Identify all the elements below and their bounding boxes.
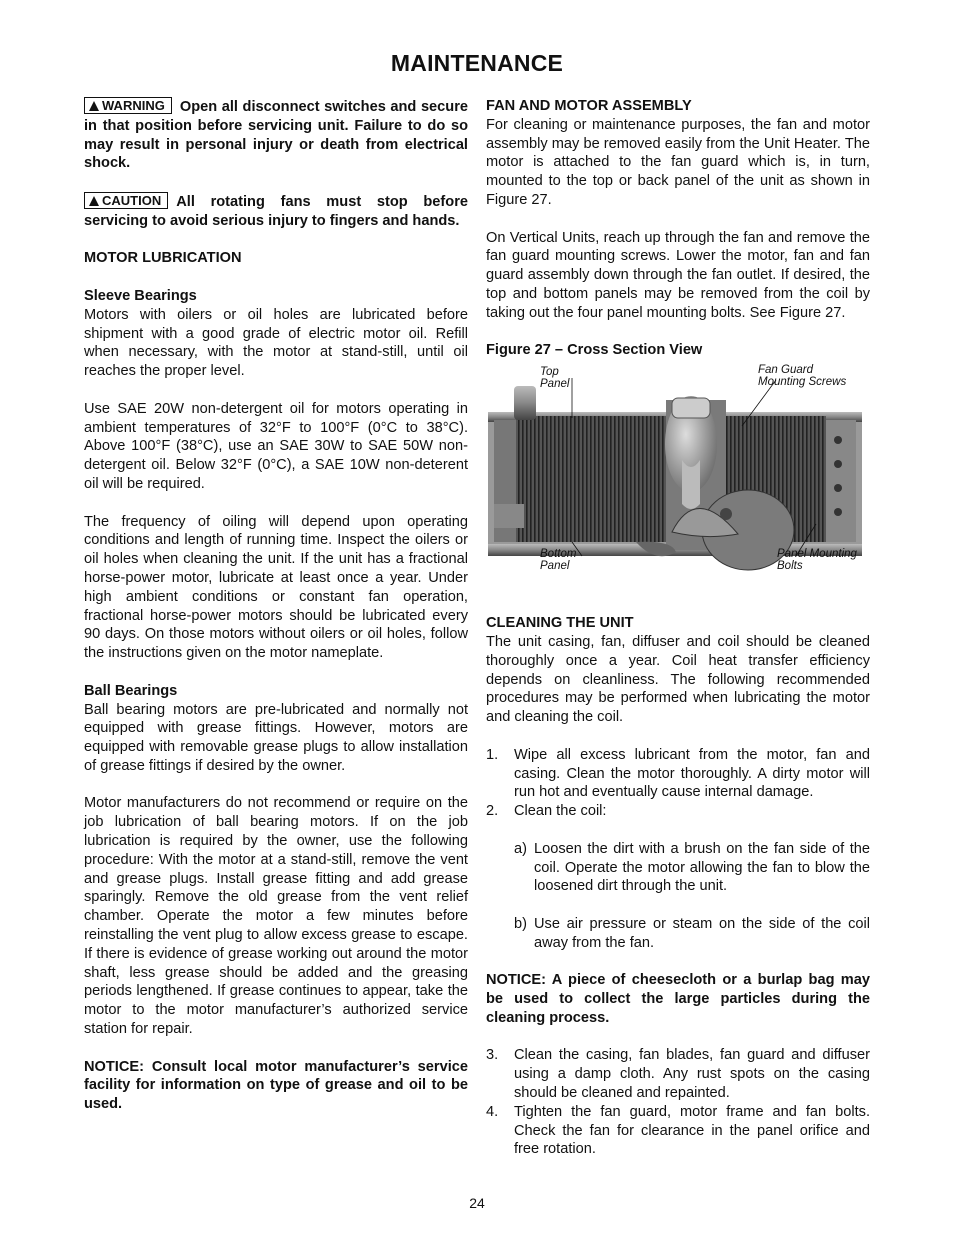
ball-paragraph-2: Motor manufacturers do not recommend or require on the job lubrication of ball bearing motors. If on the job lubrication is required by the owner, use the following procedure: With the motor at a stand-still, remove the vent and grease plugs. Install grease fitting and add grease sparingly. Remove the old grease from the vent relief chamber. Operate the motor a few minutes before reinstalling the vent plug to allow excess grease to escape. If there is evidence of grease working out around the motor shaft, less grease should be added and the greasing periods lengthened. If grease continues to appear, take the motor to the motor manufacturer’s authorized service station for repair. [84, 795, 468, 1038]
warning-badge [84, 97, 172, 114]
cleaning-heading: CLEANING THE UNIT [486, 615, 634, 632]
cleaning-steps [486, 746, 870, 821]
ball-paragraph-1: Ball bearing motors are pre-lubricated and normally not equipped with grease fittings. However, motors are equipped with removable grease plugs to allow installation of grease fittings if desired by the owner. [84, 701, 468, 774]
figure-caption: Figure 27 – Cross Section View [486, 342, 703, 359]
list-item: 3. Clean the casing, fan blades, fan guard and diffuser using a damp cloth. Any rust spots on the casing should be cleaned and repainted. [486, 1047, 870, 1102]
page-number: 24 [469, 1195, 485, 1211]
right-column [486, 97, 870, 1159]
sleeve-paragraph-1: Motors with oilers or oil holes are lubricated before shipment with a good grade of electric motor oil. Refill when necessary, with the motor at stand-still, until oil reaches the proper level. [84, 306, 468, 380]
sleeve-paragraph-3: The frequency of oiling will depend upon operating conditions and length of running time. Inspect the oilers or oil holes when cleaning the unit. If the unit has a fractional horse-power motor, lubricate at least once a year. Under high ambient conditions or constant fan operation, fractional horse-power motors should be lubricated every 90 days. On those motors without oilers or oil holes, follow the instructions given on the motor nameplate. [84, 513, 468, 662]
list-item: 1. Wipe all excess lubricant from the motor, fan and casing. Clean the motor thoroughly. A dirty motor will run hot and eventually cause internal damage. [486, 746, 870, 801]
panel-bolts-label: Panel Mounting Bolts [777, 548, 857, 573]
caution-text: All rotating fans must stop before servicing to avoid serious injury to fingers and hands. [84, 193, 468, 229]
caution-badge [84, 192, 168, 209]
warning-triangle-icon [89, 101, 99, 111]
motor-lubrication-heading: MOTOR LUBRICATION [84, 250, 242, 267]
caution-label: CAUTION [102, 192, 162, 208]
list-item: 2. Clean the coil: [486, 803, 607, 820]
sleeve-paragraph-2: Use SAE 20W non-detergent oil for motors operating in ambient temperatures of 32°F to 100°F (0°C to 38°C). Above 100°F (38°C), use an SAE 30W to SAE 50W non-detergent oil. Below 32°F (0°C), a SAE 10W non-deterent oil will be required. [84, 400, 468, 492]
warning-block [84, 97, 468, 173]
list-item: 4. Tighten the fan guard, motor frame and fan bolts. Check the fan for clearance in the panel orifice and free rotation. [486, 1103, 870, 1158]
ball-bearings-heading: Ball Bearings [84, 682, 178, 699]
warning-text: Open all disconnect switches and secure in that position before servicing unit. Failure to do so may result in personal injury or death from electrical shock. [84, 99, 468, 172]
cross-section-figure [486, 364, 870, 590]
fan-paragraph-1: For cleaning or maintenance purposes, the fan and motor assembly may be removed easily from the Unit Heater. The motor is attached to the fan guard which is, in turn, mounted to the top or back panel of the unit as shown in Figure 27. [486, 116, 870, 208]
cleaning-paragraph: The unit casing, fan, diffuser and coil should be cleaned thoroughly once a year. Coil heat transfer efficiency depends on cleanliness. The following recommended procedures may be performed when lubricating the motor and cleaning the coil. [486, 633, 870, 726]
grease-notice: NOTICE: Consult local motor manufacturer’s service facility for information on type of grease and oil to be used. [84, 1058, 468, 1113]
cleaning-steps-continued [486, 1046, 870, 1159]
fan-paragraph-2: On Vertical Units, reach up through the fan and remove the fan guard mounting screws. Lower the motor, fan and fan guard assembly down through the fan outlet. If desired, the top and bottom panels may be removed from the coil by taking out the four panel mounting bolts. See Figure 27. [486, 229, 870, 321]
bottom-panel-label: Bottom Panel [540, 548, 577, 573]
top-panel-label: Top Panel [540, 366, 570, 391]
warning-label: WARNING [102, 98, 165, 113]
list-item: a) Loosen the dirt with a brush on the fan side of the coil. Operate the motor allowing the fan to blow the loosened dirt through the unit. [514, 840, 870, 895]
fan-guard-screws-label: Fan Guard Mounting Screws [758, 364, 847, 389]
cheesecloth-notice: NOTICE: A piece of cheesecloth or a burlap bag may be used to collect the large particles during the cleaning process. [486, 972, 870, 1026]
caution-block [84, 192, 468, 231]
list-item: b) Use air pressure or steam on the side of the coil away from the fan. [514, 915, 870, 951]
left-column [84, 97, 468, 1133]
sleeve-bearings-heading: Sleeve Bearings [84, 287, 197, 304]
fan-motor-heading: FAN AND MOTOR ASSEMBLY [486, 98, 692, 114]
caution-triangle-icon [89, 196, 99, 206]
page-title: MAINTENANCE [390, 50, 564, 76]
